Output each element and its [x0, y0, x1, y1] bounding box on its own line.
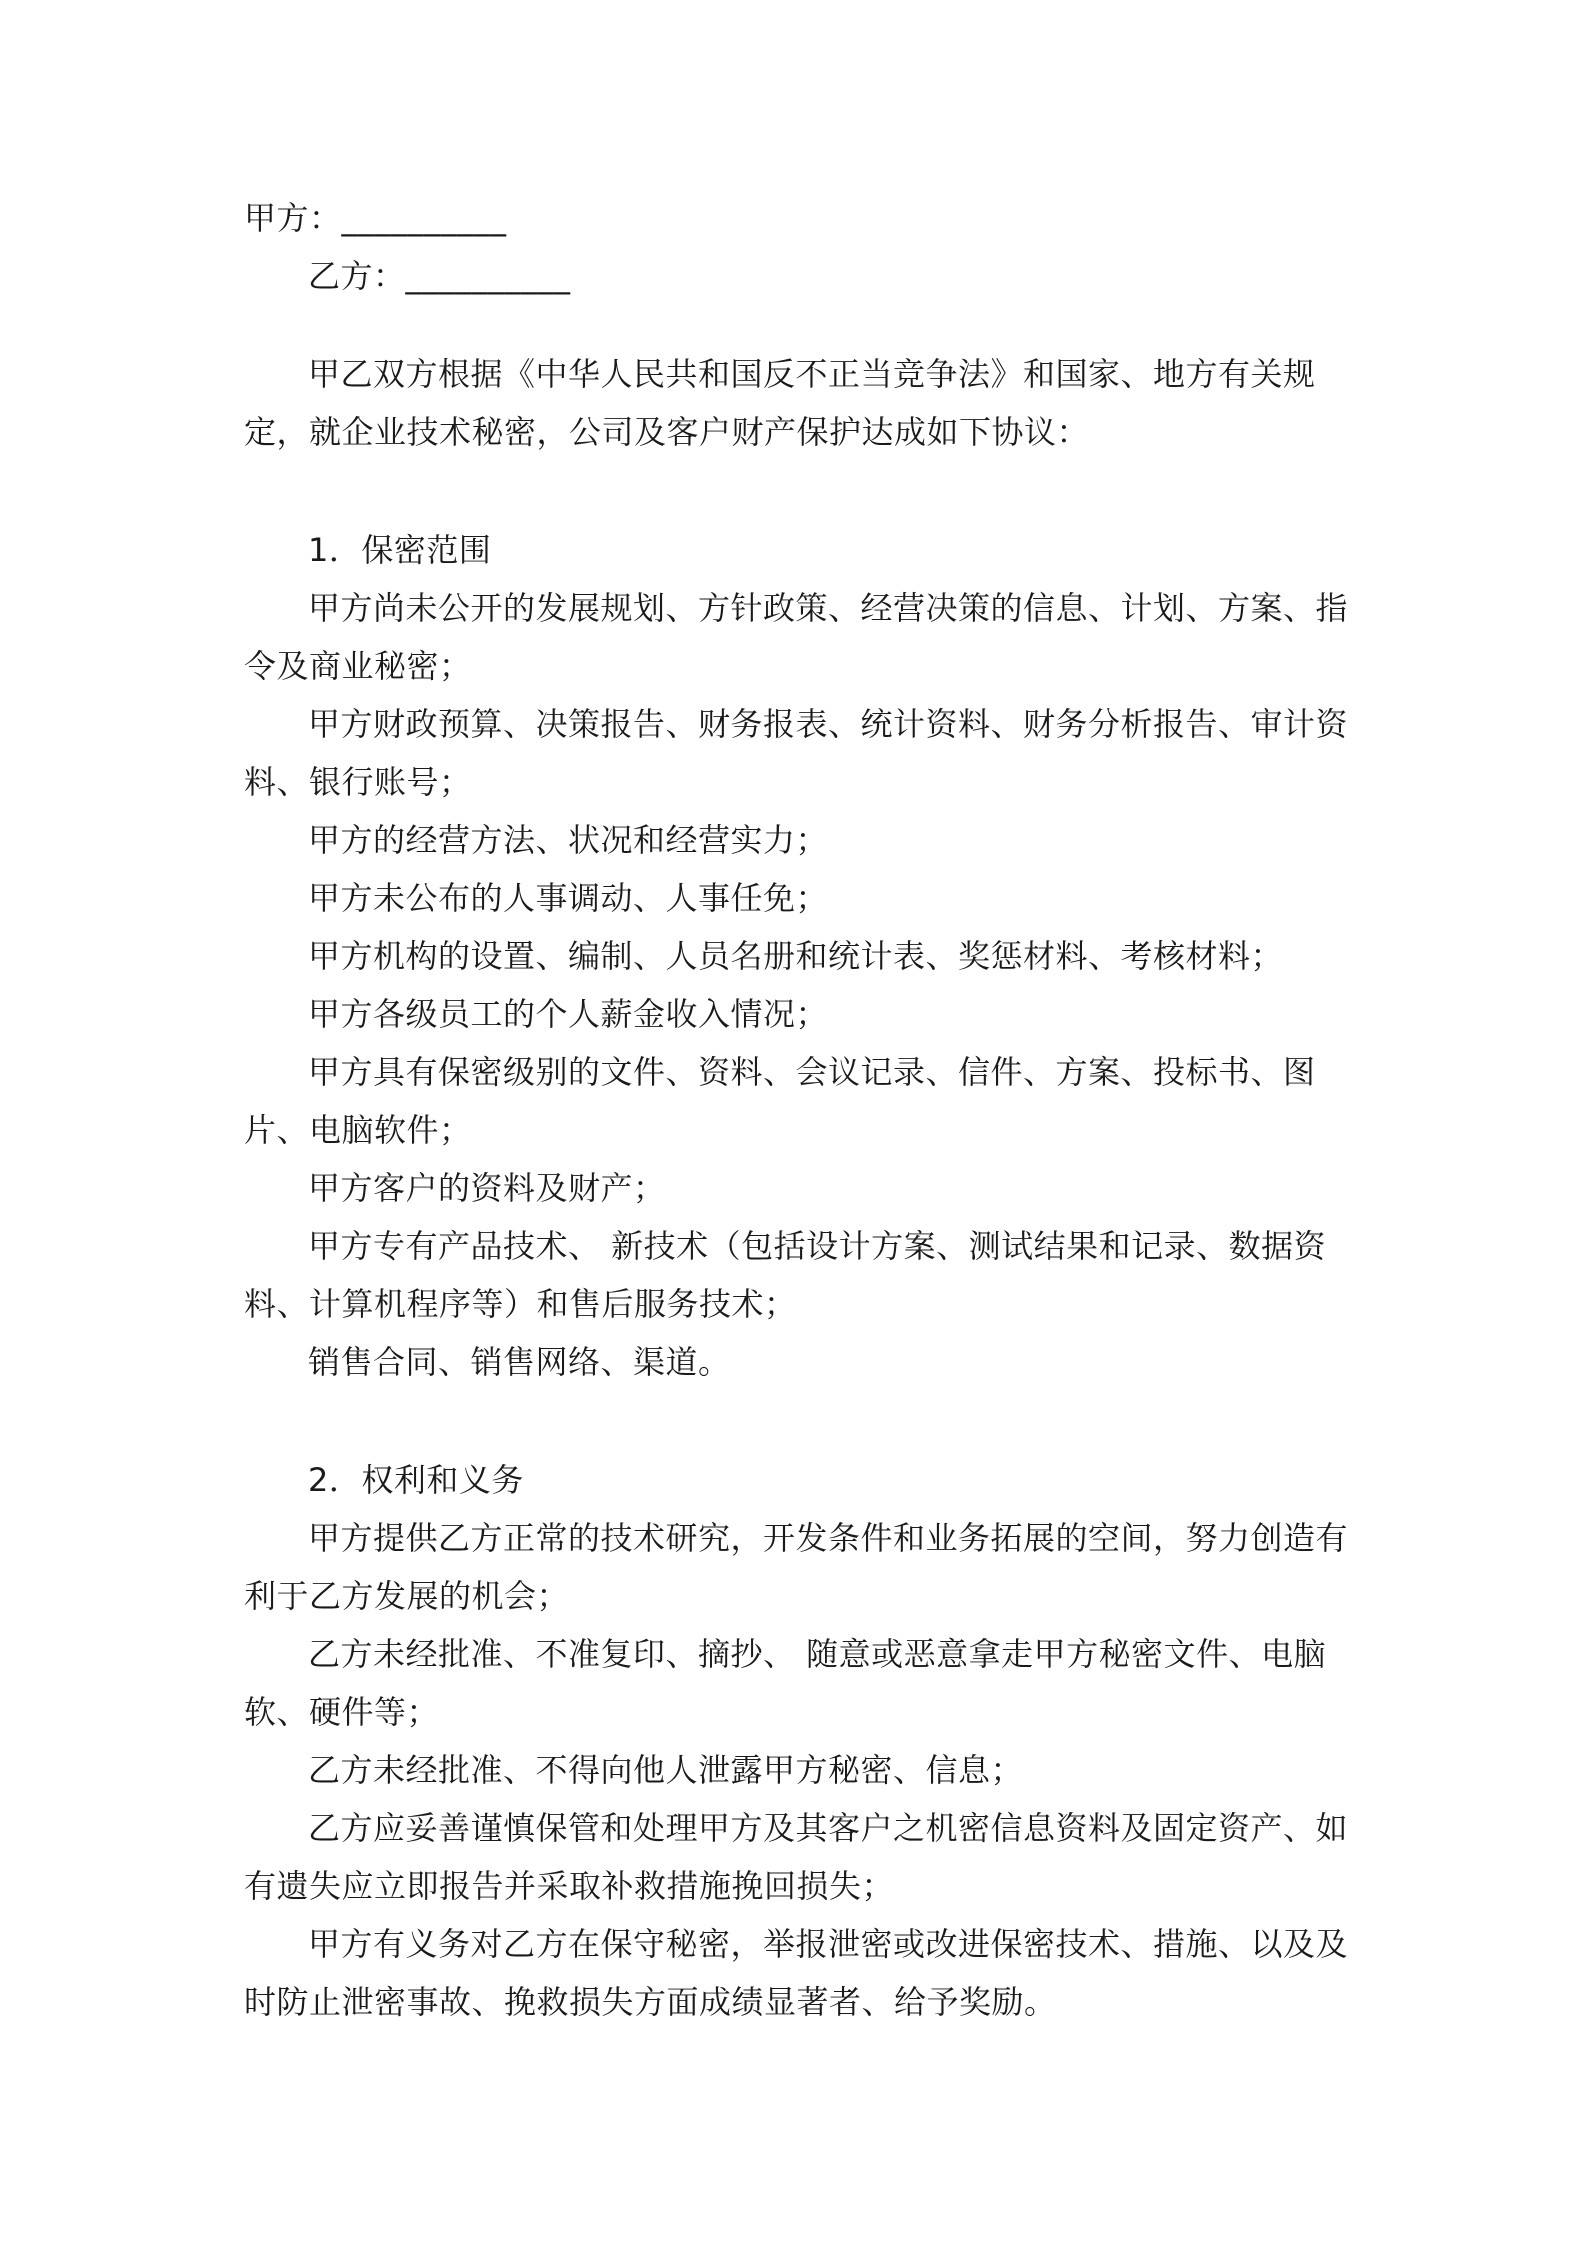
- section-1-line: 片、电脑软件；: [244, 1111, 472, 1149]
- party-a-line: 甲方：__________: [244, 199, 507, 237]
- section-1-line: 甲方具有保密级别的文件、资料、会议记录、信件、方案、投标书、图: [308, 1053, 1316, 1091]
- intro-line-2: 定，就企业技术秘密，公司及客户财产保护达成如下协议：: [244, 413, 1090, 451]
- section-1-line: 甲方机构的设置、编制、人员名册和统计表、奖惩材料、考核材料；: [308, 937, 1284, 975]
- section-1-line: 甲方各级员工的个人薪金收入情况；: [308, 995, 829, 1033]
- section-2-line: 乙方未经批准、不得向他人泄露甲方秘密、信息；: [308, 1751, 1024, 1789]
- section-1-line: 料、银行账号；: [244, 763, 472, 801]
- section-1-line: 甲方的经营方法、状况和经营实力；: [308, 821, 829, 859]
- section-2-title: 2．权利和义务: [308, 1461, 524, 1499]
- section-1-line: 销售合同、销售网络、渠道。: [308, 1343, 731, 1381]
- section-2-line: 乙方应妥善谨慎保管和处理甲方及其客户之机密信息资料及固定资产、如: [308, 1809, 1349, 1847]
- section-1-line: 甲方专有产品技术、 新技术（包括设计方案、测试结果和记录、数据资: [308, 1227, 1327, 1265]
- section-2-line: 甲方有义务对乙方在保守秘密，举报泄密或改进保密技术、措施、以及及: [308, 1925, 1349, 1963]
- section-2-line: 利于乙方发展的机会；: [244, 1577, 570, 1615]
- section-1-line: 料、计算机程序等）和售后服务技术；: [244, 1285, 797, 1323]
- section-1-line: 甲方财政预算、决策报告、财务报表、统计资料、财务分析报告、审计资: [308, 705, 1349, 743]
- section-1-line: 甲方未公布的人事调动、人事任免；: [308, 879, 829, 917]
- section-1-title: 1．保密范围: [308, 531, 492, 569]
- intro-line-1: 甲乙双方根据《中华人民共和国反不正当竞争法》和国家、地方有关规: [308, 355, 1316, 393]
- section-2-line: 有遗失应立即报告并采取补救措施挽回损失；: [244, 1867, 895, 1905]
- section-1-line: 甲方客户的资料及财产；: [308, 1169, 666, 1207]
- section-1-line: 令及商业秘密；: [244, 647, 472, 685]
- section-2-line: 乙方未经批准、不准复印、摘抄、 随意或恶意拿走甲方秘密文件、电脑: [308, 1635, 1327, 1673]
- section-2-line: 软、硬件等；: [244, 1693, 440, 1731]
- section-1-line: 甲方尚未公开的发展规划、方针政策、经营决策的信息、计划、方案、指: [308, 589, 1349, 627]
- section-2-line: 甲方提供乙方正常的技术研究，开发条件和业务拓展的空间，努力创造有: [308, 1519, 1349, 1557]
- party-b-line: 乙方：__________: [308, 257, 571, 295]
- section-2-line: 时防止泄密事故、挽救损失方面成绩显著者、给予奖励。: [244, 1983, 1057, 2021]
